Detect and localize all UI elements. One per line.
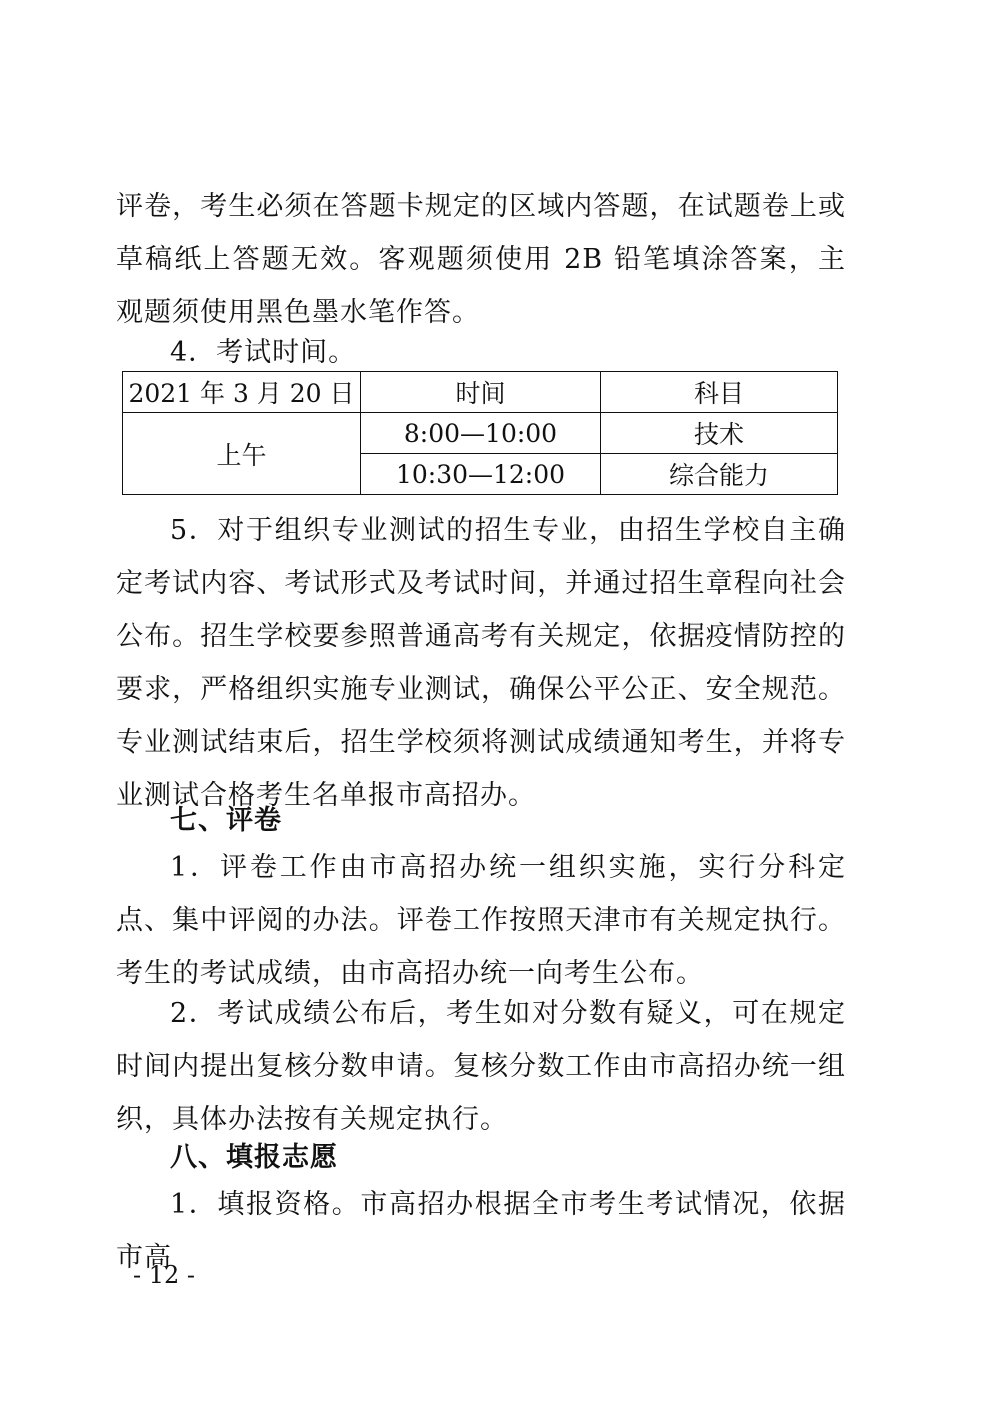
header-time: 时间 — [361, 372, 601, 413]
header-subject: 科目 — [601, 372, 838, 413]
section-heading-volunteer: 八、填报志愿 — [170, 1142, 338, 1173]
paragraph-professional-test: 5．对于组织专业测试的招生专业，由招生学校自主确定考试内容、考试形式及考试时间，并通过招生章程向社会公布。招生学校要参照普通高考有关规定，依据疫情防控的要求，严格组织实施专业测试，确保公平公正、安全规范。专业测试结束后，招生学校须将测试成绩通知考生，并将专业测试合格考生名单报市高招办。 — [116, 515, 846, 811]
exam-schedule-table — [122, 371, 838, 495]
table-row — [123, 413, 838, 454]
table-header-row — [123, 372, 838, 413]
section-heading-grading: 七、评卷 — [170, 805, 282, 836]
paragraph-answer-rules: 评卷，考生必须在答题卡规定的区域内答题，在试题卷上或草稿纸上答题无效。客观题须使用 2B 铅笔填涂答案，主观题须使用黑色墨水笔作答。 — [116, 191, 846, 328]
header-date: 2021 年 3 月 20 日 — [123, 372, 361, 413]
subject-cell: 技术 — [601, 413, 838, 454]
paragraph-grading-1: 1．评卷工作由市高招办统一组织实施，实行分科定点、集中评阅的办法。评卷工作按照天津市有关规定执行。考生的考试成绩，由市高招办统一向考生公布。 — [116, 852, 846, 989]
subject-cell: 综合能力 — [601, 454, 838, 495]
time-cell: 10:30—12:00 — [361, 454, 601, 495]
time-cell: 8:00—10:00 — [361, 413, 601, 454]
period-cell: 上午 — [123, 413, 361, 495]
paragraph-exam-time: 4．考试时间。 — [170, 337, 357, 368]
paragraph-volunteer-1: 1．填报资格。市高招办根据全市考生考试情况，依据市高 — [116, 1189, 846, 1273]
page-number: - 12 - — [133, 1261, 196, 1289]
paragraph-grading-2: 2．考试成绩公布后，考生如对分数有疑义，可在规定时间内提出复核分数申请。复核分数工作由市高招办统一组织，具体办法按有关规定执行。 — [116, 998, 846, 1135]
